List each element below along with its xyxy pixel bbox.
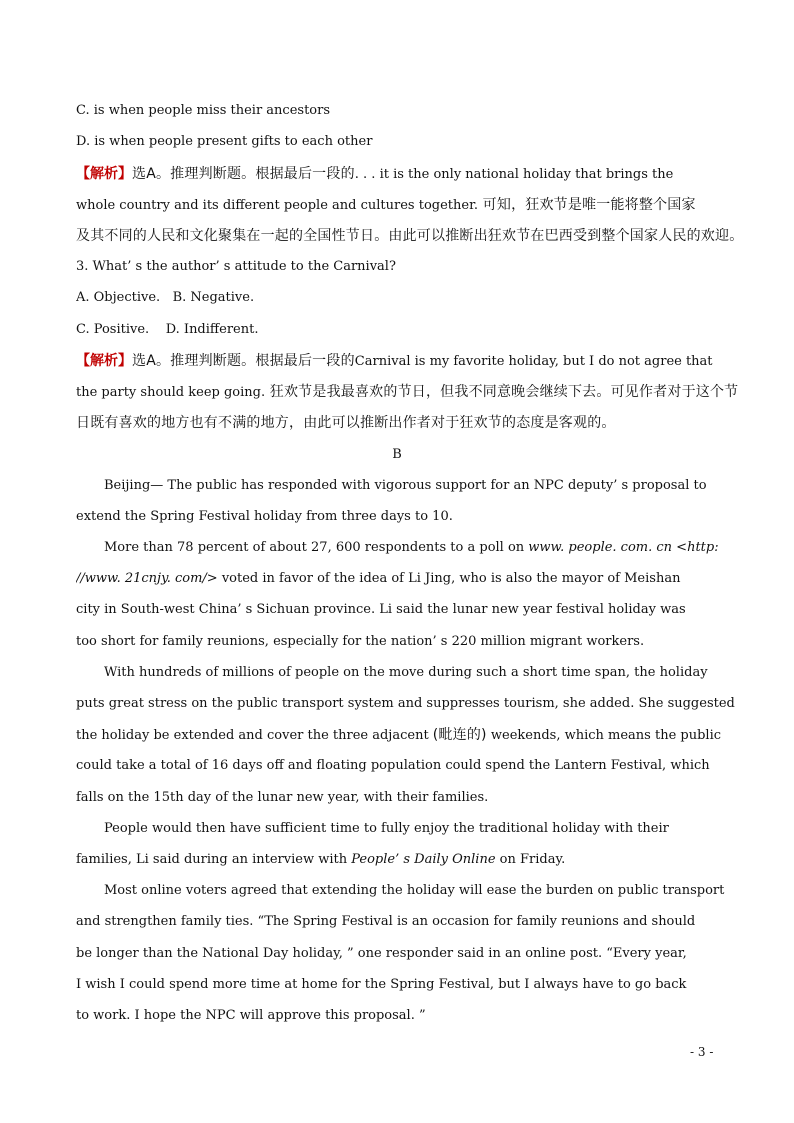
passage-paragraph-2-line-1	[104, 538, 756, 558]
analysis-text: 选A。推理判断题。根据最后一段的	[132, 353, 355, 369]
passage-paragraph-5-line-3: be longer than the National Day holiday, ” one responder said in an online post. “Every year,	[76, 946, 687, 961]
passage-paragraph-4-line-1: People would then have sufficient time to fully enjoy the traditional holiday with their	[104, 821, 669, 836]
passage-paragraph-5-line-1: Most online voters agreed that extending the holiday will ease the burden on public transport	[104, 883, 725, 898]
passage-paragraph-5-line-4: I wish I could spend more time at home for the Spring Festival, but I always have to go back	[76, 977, 687, 992]
analysis-tag: 【解析】	[76, 353, 132, 369]
analysis-1-line-1	[76, 164, 756, 185]
analysis-quote: the party should keep going.	[76, 385, 266, 400]
question-3-options-ab: A. Objective. B. Negative.	[76, 290, 255, 305]
passage-paragraph-2-line-2	[76, 569, 756, 589]
section-label: B	[392, 447, 402, 462]
analysis-quote: Carnival is my favorite holiday, but I do not agree that	[354, 354, 713, 369]
question-3-stem: 3. What’ s the author’ s attitude to the Carnival?	[76, 259, 396, 274]
passage-paragraph-4-line-2	[76, 850, 756, 870]
gloss-text: (毗连的)	[432, 727, 487, 743]
analysis-text: 选A。推理判断题。根据最后一段的	[132, 166, 355, 182]
passage-paragraph-3-line-5: falls on the 15th day of the lunar new year, with their families.	[76, 790, 489, 805]
passage-paragraph-3-line-1: With hundreds of millions of people on the move during such a short time span, the holiday	[104, 665, 708, 680]
analysis-1-line-3: 及其不同的人民和文化聚集在一起的全国性节日。由此可以推断出狂欢节在巴西受到整个国家人民的欢迎。	[76, 228, 744, 244]
passage-text: the holiday be extended and cover the three adjacent	[76, 728, 433, 743]
analysis-1-line-2	[76, 195, 756, 216]
analysis-text: 狂欢节是我最喜欢的节日，但我不同意晚会继续下去。可见作者对于这个节	[265, 384, 739, 400]
option-d: D. is when people present gifts to each other	[76, 134, 373, 149]
url-link[interactable]: //www. 21cnjy. com/	[76, 571, 207, 586]
analysis-quote: . . . it is the only national holiday that brings the	[354, 167, 674, 182]
passage-paragraph-5-line-5: to work. I hope the NPC will approve this proposal. ”	[76, 1008, 426, 1023]
passage-text: weekends, which means the public	[486, 728, 722, 743]
passage-paragraph-3-line-4: could take a total of 16 days off and floating population could spend the Lantern Festival, which	[76, 758, 710, 773]
publication-title: People’ s Daily Online	[351, 852, 496, 867]
option-c: C. is when people miss their ancestors	[76, 103, 331, 118]
question-3-options-cd: C. Positive. D. Indifferent.	[76, 322, 259, 337]
analysis-2-line-2	[76, 382, 756, 403]
passage-text: <	[672, 540, 688, 555]
passage-paragraph-5-line-2: and strengthen family ties. “The Spring Festival is an occasion for family reunions and should	[76, 914, 696, 929]
analysis-tag: 【解析】	[76, 166, 132, 182]
page-number: - 3 -	[690, 1045, 714, 1059]
passage-paragraph-1-line-2: extend the Spring Festival holiday from three days to 10.	[76, 509, 453, 524]
analysis-text: 可知，狂欢节是唯一能将整个国家	[478, 197, 696, 213]
passage-text: families, Li said during an interview with	[76, 852, 352, 867]
url-link[interactable]: http:	[687, 540, 719, 555]
passage-paragraph-2-line-3: city in South-west China’ s Sichuan province. Li said the lunar new year festival holiday was	[76, 602, 686, 617]
passage-text: More than 78 percent of about 27, 600 respondents to a poll on	[104, 540, 529, 555]
passage-text: > voted in favor of the idea of Li Jing, who is also the mayor of Meishan	[206, 571, 681, 586]
passage-paragraph-1-line-1: Beijing— The public has responded with vigorous support for an NPC deputy’ s proposal to	[104, 478, 707, 493]
website-link[interactable]: www. people. com. cn	[528, 540, 673, 555]
passage-paragraph-2-line-4: too short for family reunions, especially for the nation’ s 220 million migrant workers.	[76, 634, 645, 649]
passage-paragraph-3-line-2: puts great stress on the public transport system and suppresses tourism, she added. She suggested	[76, 696, 735, 711]
analysis-quote: whole country and its different people and cultures together.	[76, 198, 479, 213]
analysis-2-line-3: 日既有喜欢的地方也有不满的地方，由此可以推断出作者对于狂欢节的态度是客观的。	[76, 415, 616, 431]
analysis-2-line-1	[76, 351, 756, 372]
passage-paragraph-3-line-3	[76, 725, 756, 746]
passage-text: on Friday.	[495, 852, 566, 867]
